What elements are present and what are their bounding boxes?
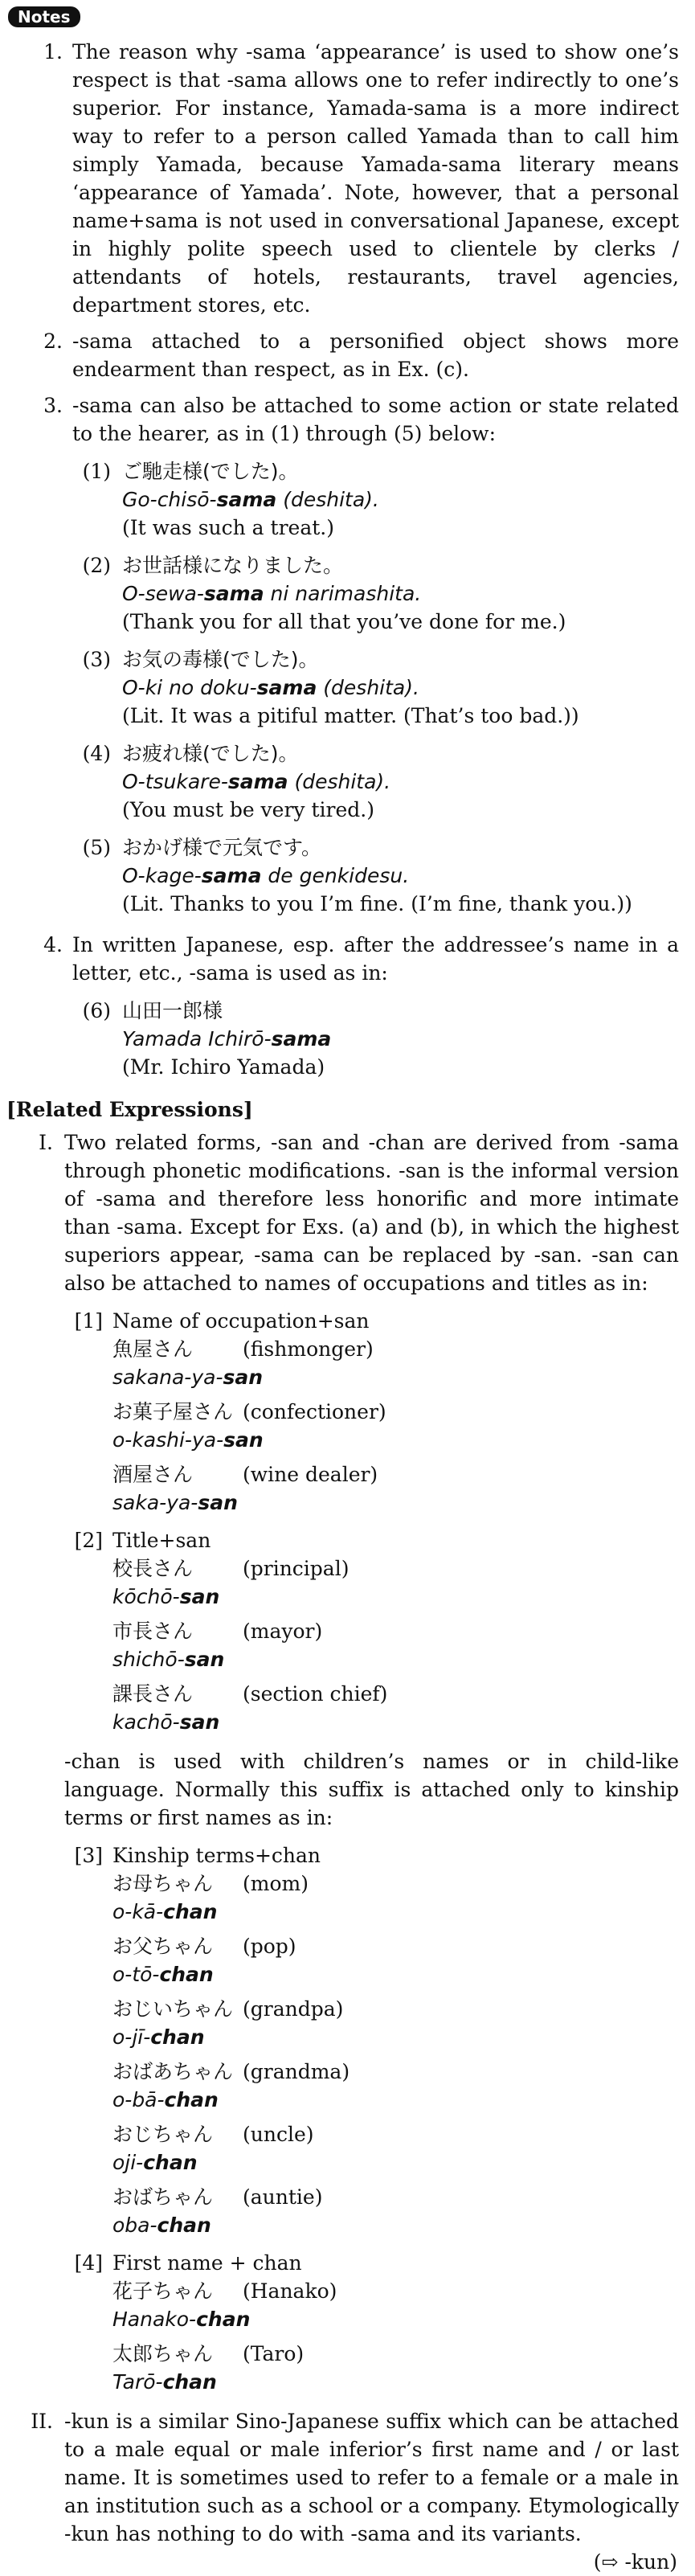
- rom-part: O-kage-: [122, 864, 202, 887]
- word-row: [112, 1995, 695, 2023]
- rom-part: O-ki no doku-: [122, 676, 257, 699]
- rom-part: o-tō-: [112, 1963, 160, 1986]
- word-japanese: お父ちゃん: [112, 1935, 214, 1958]
- word-gloss: (confectioner): [243, 1400, 386, 1423]
- word-entry: [112, 1554, 695, 1611]
- word-japanese: 花子ちゃん: [112, 2279, 214, 2303]
- word-romanization: [112, 2086, 695, 2114]
- group-block: [0, 1307, 695, 1517]
- rom-suffix: san: [184, 1648, 225, 1671]
- word-gloss: (grandpa): [243, 1997, 344, 2021]
- group-heading: Kinship terms+chan: [112, 1844, 321, 1867]
- related-text: -kun is a similar Sino-Japanese suffix which can be attached to a male equal or male inferior’s first name and / or last name. It is sometimes used to refer to a female or a male in an institution such as a school or a company. Etymologically -kun has nothing to do with -sama and its variants.: [64, 2410, 679, 2545]
- word-romanization: [112, 2305, 695, 2333]
- rom-part: Tarō-: [112, 2370, 163, 2394]
- group-number: [2]: [74, 1529, 103, 1552]
- rom-suffix: san: [223, 1428, 264, 1452]
- example-translation: (It was such a treat.): [122, 516, 334, 539]
- group-first-name: [0, 2249, 695, 2396]
- group-heading: Name of occupation+san: [112, 1309, 370, 1333]
- word-row: [112, 1617, 695, 1645]
- group-body: [112, 1307, 695, 1517]
- example-japanese: お疲れ様(でした)。: [122, 742, 299, 765]
- word-gloss: (Hanako): [243, 2279, 337, 2303]
- rom-suffix: sama: [203, 582, 264, 605]
- chan-paragraph: -chan is used with children’s names or in child-like language. Normally this suffix is attached only to kinship terms or first names as in:: [64, 1750, 679, 1829]
- rom-suffix: san: [179, 1710, 220, 1734]
- word-gloss: (uncle): [243, 2123, 314, 2146]
- example-lines: [122, 645, 695, 730]
- rom-part: kōchō-: [112, 1585, 180, 1608]
- example-5: [0, 833, 695, 918]
- rom-suffix: chan: [157, 2214, 211, 2237]
- example-translation: (Lit. It was a pitiful matter. (That’s too bad.)): [122, 704, 579, 727]
- roman-number: I.: [39, 1131, 53, 1154]
- example-1: [0, 457, 695, 542]
- example-romanization: [122, 485, 695, 514]
- word-japanese: おじいちゃん: [112, 1997, 234, 2021]
- note-number: 2.: [43, 330, 63, 353]
- rom-suffix: chan: [150, 2025, 205, 2049]
- group-body: [112, 1526, 695, 1736]
- word-row: [112, 2058, 695, 2086]
- note-text: In written Japanese, esp. after the addressee’s name in a letter, etc., -sama is used as in:: [72, 933, 679, 985]
- related-text: Two related forms, -san and -chan are derived from -sama through phonetic modifications. -san is the informal version of -sama and therefore less honorific and more intimate than -sama. Except for Exs. (a) and (b), in which the highest superiors appear, -sama can be replaced by -san. -san can also be attached to names of occupations and titles as in:: [64, 1131, 679, 1295]
- rom-suffix: sama: [256, 676, 317, 699]
- note-4: [0, 931, 695, 987]
- word-row: [112, 1680, 695, 1708]
- notes-badge: Notes: [8, 6, 80, 27]
- word-row: [112, 1870, 695, 1898]
- word-entry: [112, 2058, 695, 2114]
- related-II: [0, 2407, 695, 2548]
- example-6: [0, 997, 695, 1081]
- example-3: [0, 645, 695, 730]
- note-3: [0, 391, 695, 448]
- rom-rest: de genkidesu.: [261, 864, 410, 887]
- group-block: [0, 1526, 695, 1736]
- group-number: [4]: [74, 2251, 103, 2275]
- example-romanization: [122, 768, 695, 796]
- example-romanization: Yamada Ichirō-sama: [122, 1027, 332, 1050]
- group-number: [3]: [74, 1844, 103, 1867]
- word-entry: [112, 1870, 695, 1926]
- rom-suffix: san: [179, 1585, 220, 1608]
- rom-part: o-kā-: [112, 1900, 164, 1923]
- example-japanese: ご馳走様(でした)。: [122, 460, 299, 483]
- note-2: [0, 327, 695, 383]
- word-row: [112, 2183, 695, 2211]
- note-text: -sama can also be attached to some action or state related to the hearer, as in (1) through (5) below:: [72, 394, 679, 445]
- word-romanization: [112, 1489, 695, 1517]
- rom-part: kachō-: [112, 1710, 180, 1734]
- example-translation: (You must be very tired.): [122, 798, 374, 821]
- example-lines: [122, 739, 695, 824]
- word-gloss: (fishmonger): [243, 1337, 374, 1361]
- example-translation: (Thank you for all that you’ve done for me.): [122, 610, 566, 633]
- rom-part: Go-chisō-: [122, 488, 217, 511]
- word-gloss: (wine dealer): [243, 1463, 378, 1486]
- rom-part: O-tsukare-: [122, 770, 228, 793]
- example-romanization: [122, 862, 695, 890]
- rom-rest: (deshita).: [317, 676, 419, 699]
- rom-part: o-kashi-ya-: [112, 1428, 224, 1452]
- word-entry: [112, 1995, 695, 2051]
- word-japanese: お菓子屋さん: [112, 1400, 234, 1423]
- rom-suffix: san: [198, 1491, 238, 1514]
- rom-suffix: chan: [159, 1963, 214, 1986]
- word-entry: [112, 1932, 695, 1988]
- word-gloss: (auntie): [243, 2185, 323, 2209]
- word-japanese: おじちゃん: [112, 2123, 214, 2146]
- word-romanization: [112, 2148, 695, 2177]
- word-gloss: (Taro): [243, 2342, 305, 2365]
- word-romanization: [112, 1898, 695, 1926]
- rom-suffix: chan: [164, 2088, 219, 2111]
- example-romanization: [122, 674, 695, 702]
- word-entry: [112, 2340, 695, 2396]
- word-gloss: (principal): [243, 1557, 350, 1580]
- word-entry: [112, 2183, 695, 2239]
- rom-rest: (deshita).: [288, 770, 391, 793]
- related-expressions-heading: [Related Expressions]: [6, 1098, 253, 1121]
- word-romanization: [112, 1708, 695, 1736]
- example-translation: (Lit. Thanks to you I’m fine. (I’m fine, thank you.)): [122, 892, 632, 915]
- cross-reference: (⇨ -kun): [593, 2550, 677, 2574]
- example-2: [0, 551, 695, 636]
- word-gloss: (mom): [243, 1872, 309, 1895]
- word-entry: [112, 1335, 695, 1391]
- rom-suffix: chan: [196, 2308, 251, 2331]
- rom-part: o-jī-: [112, 2025, 151, 2049]
- word-gloss: (mayor): [243, 1620, 323, 1643]
- rom-part: o-bā-: [112, 2088, 165, 2111]
- note-number: 1.: [43, 40, 63, 63]
- example-japanese: おかげ様で元気です。: [122, 836, 322, 859]
- word-gloss: (grandma): [243, 2060, 350, 2083]
- word-japanese: 太郎ちゃん: [112, 2342, 214, 2365]
- word-japanese: 魚屋さん: [112, 1337, 194, 1361]
- word-row: [112, 1335, 695, 1363]
- roman-number: II.: [31, 2410, 53, 2433]
- word-entry: [112, 1398, 695, 1454]
- rom-part: shichō-: [112, 1648, 185, 1671]
- group-kinship: [0, 1841, 695, 2239]
- word-entry: [112, 1460, 695, 1517]
- rom-suffix: san: [223, 1366, 264, 1389]
- group-body: [112, 1841, 695, 2239]
- rom-part: oba-: [112, 2214, 157, 2237]
- word-row: [112, 1460, 695, 1489]
- rom-suffix: sama: [216, 488, 277, 511]
- group-body: [112, 2249, 695, 2396]
- related-I: [0, 1128, 695, 1297]
- word-romanization: [112, 1583, 695, 1611]
- group-occupation: [0, 1307, 695, 1517]
- rom-part: Hanako-: [112, 2308, 197, 2331]
- note-text: The reason why -sama ‘appearance’ is used to show one’s respect is that -sama allows one to refer indirectly to one’s superior. For instance, Yamada-sama is a more indirect way to refer to a person called Yamada than to call him simply Yamada, because Yamada-sama literary means ‘appearance of Yamada’. Note, however, that a personal name+sama is not used in conversational Japanese, except in highly polite speech used to clientele by clerks / attendants of hotels, restaurants, travel agencies, department stores, etc.: [72, 40, 679, 317]
- group-heading: Title+san: [112, 1529, 211, 1552]
- word-japanese: 市長さん: [112, 1620, 194, 1643]
- word-row: [112, 2340, 695, 2368]
- rom-rest: (deshita).: [276, 488, 379, 511]
- word-romanization: [112, 1645, 695, 1673]
- word-romanization: [112, 1960, 695, 1988]
- example-number: (4): [82, 742, 111, 765]
- word-japanese: 校長さん: [112, 1557, 194, 1580]
- word-row: [112, 2120, 695, 2148]
- group-block: [0, 2249, 695, 2396]
- example-lines: [122, 457, 695, 542]
- rom-rest: ni narimashita.: [264, 582, 422, 605]
- word-japanese: 酒屋さん: [112, 1463, 194, 1486]
- word-romanization: [112, 1363, 695, 1391]
- rom-suffix: sama: [201, 864, 262, 887]
- example-translation: (Mr. Ichiro Yamada): [122, 1055, 325, 1079]
- word-romanization: [112, 2368, 695, 2396]
- example-romanization: [122, 579, 695, 608]
- example-japanese: お気の毒様(でした)。: [122, 648, 319, 671]
- example-number: (3): [82, 648, 111, 671]
- word-entry: [112, 2277, 695, 2333]
- group-heading: First name + chan: [112, 2251, 302, 2275]
- word-entry: [112, 1680, 695, 1736]
- word-row: [112, 1932, 695, 1960]
- example-number: (6): [82, 999, 111, 1022]
- word-japanese: 課長さん: [112, 1682, 194, 1706]
- group-title: [0, 1526, 695, 1736]
- example-number: (5): [82, 836, 111, 859]
- word-japanese: お母ちゃん: [112, 1872, 214, 1895]
- note-1: [0, 38, 695, 319]
- example-japanese: 山田一郎様: [122, 999, 223, 1022]
- word-japanese: おばあちゃん: [112, 2060, 234, 2083]
- example-number: (1): [82, 460, 111, 483]
- note-number: 4.: [43, 933, 63, 956]
- word-romanization: [112, 2023, 695, 2051]
- rom-suffix: chan: [143, 2151, 198, 2174]
- examples-list: [0, 457, 695, 918]
- note-number: 3.: [43, 394, 63, 417]
- word-row: [112, 2277, 695, 2305]
- word-entry: [112, 2120, 695, 2177]
- word-gloss: (pop): [243, 1935, 296, 1958]
- word-row: [112, 1554, 695, 1583]
- example-4: [0, 739, 695, 824]
- note-text: -sama attached to a personified object shows more endearment than respect, as in Ex. (c).: [72, 330, 679, 381]
- word-gloss: (section chief): [243, 1682, 388, 1706]
- example-number: (2): [82, 554, 111, 577]
- example-lines: [122, 833, 695, 918]
- word-row: [112, 1398, 695, 1426]
- rom-suffix: chan: [162, 2370, 217, 2394]
- group-block: [0, 1841, 695, 2239]
- rom-part: oji-: [112, 2151, 144, 2174]
- rom-suffix: sama: [227, 770, 288, 793]
- example-japanese: お世話様になりました。: [122, 554, 344, 577]
- word-japanese: おばちゃん: [112, 2185, 214, 2209]
- rom-part: saka-ya-: [112, 1491, 198, 1514]
- example-lines: [122, 551, 695, 636]
- word-romanization: [112, 2211, 695, 2239]
- rom-part: sakana-ya-: [112, 1366, 223, 1389]
- rom-suffix: chan: [163, 1900, 218, 1923]
- word-entry: [112, 1617, 695, 1673]
- word-romanization: [112, 1426, 695, 1454]
- group-number: [1]: [74, 1309, 103, 1333]
- rom-part: O-sewa-: [122, 582, 204, 605]
